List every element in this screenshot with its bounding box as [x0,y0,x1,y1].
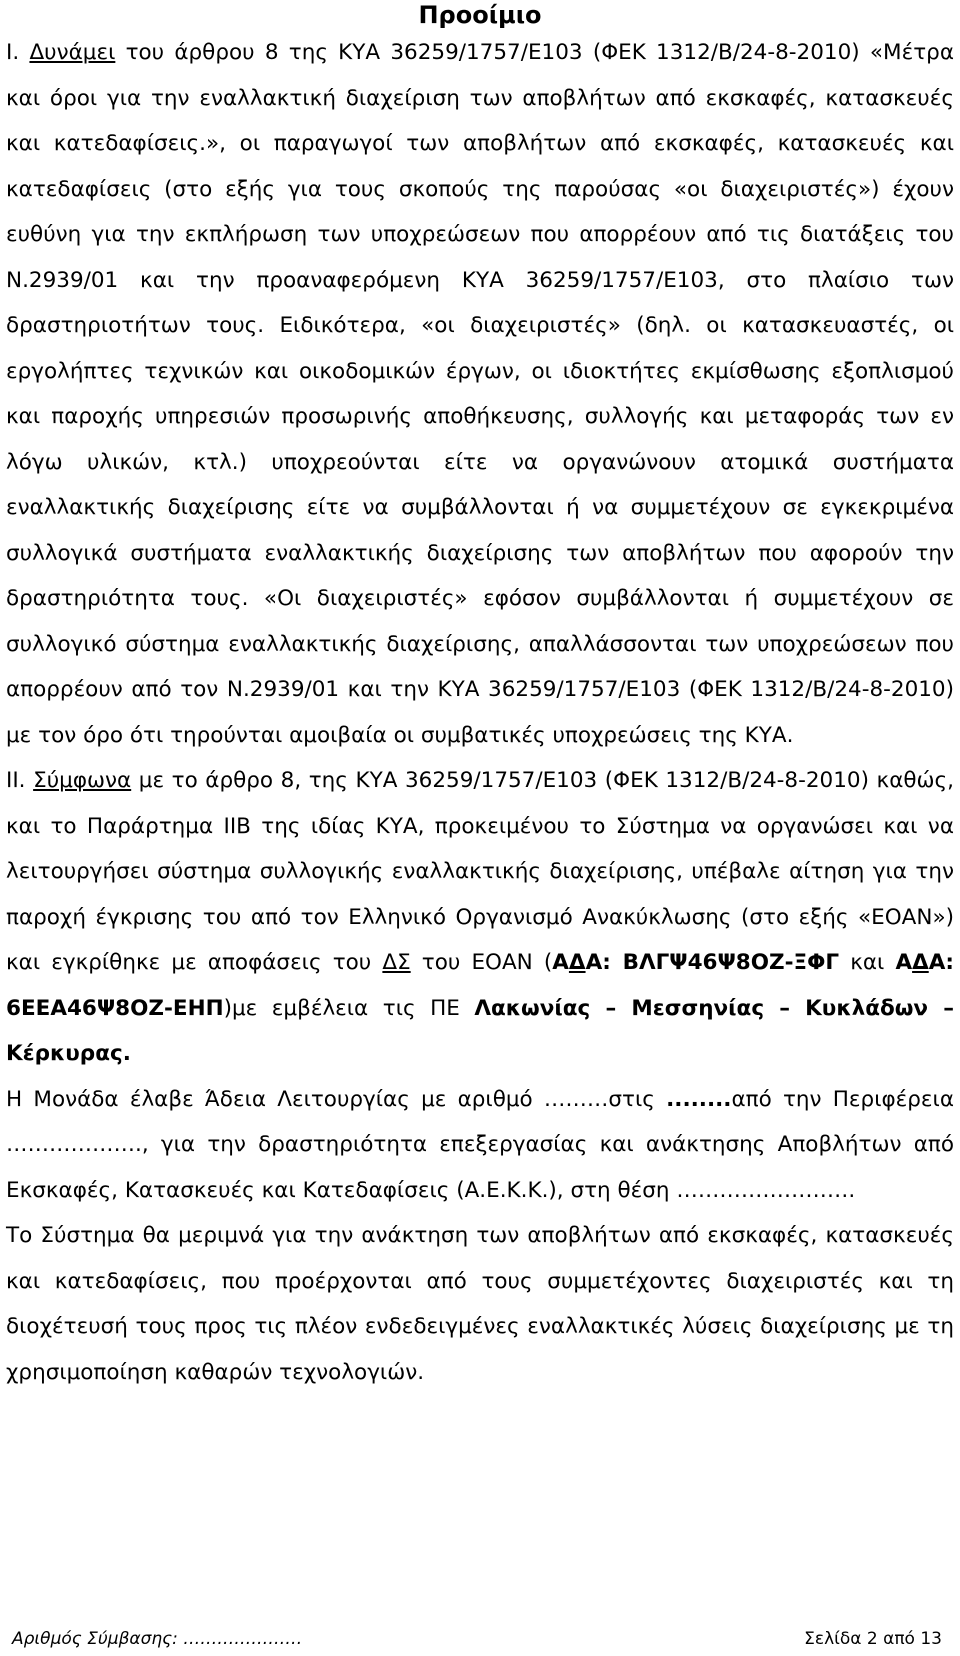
ada-2-prefix: Α [895,950,913,975]
paragraph-3 [6,1077,954,1214]
date-placeholder: ........ [666,1086,732,1112]
paragraph-1 [6,30,954,758]
ada-1 [552,950,839,975]
ada-1-prefix: Α [552,950,569,975]
paragraph-3-text-b: από την Περιφέρεια ………………., για την δραστηριότητα επεξεργασίας και ανάκτησης Αποβλήτων από Εκσκαφές, Κατασκευές και Κατεδαφίσεις (Α.Ε.Κ.Κ.), στη θέση ……………………. [6,1086,954,1203]
contract-number: Αριθμός Σύμβασης: ………………… [12,1629,303,1649]
link-symfona[interactable]: Σύμφωνα [33,768,132,793]
paragraph-2-text-b: του ΕΟΑΝ ( [410,950,553,975]
link-ada-2[interactable]: Δ [912,950,929,975]
paragraph-2-text-d: )με εμβέλεια τις ΠΕ [223,995,475,1021]
ada-1-rest: Α: ΒΛΓΨ46Ψ8ΟΖ-ΞΦΓ [585,950,840,975]
paragraph-4 [6,1213,954,1395]
section-number-2: ΙΙ. [6,768,26,793]
link-ada-1[interactable]: Δ [568,950,586,975]
section-number-1: Ι. [6,40,20,65]
paragraph-4-text: Το Σύστημα θα μεριμνά για την ανάκτηση των αποβλήτων από εκσκαφές, κατασκευές και κατεδαφίσεις, που προέρχονται από τους συμμετέχοντες διαχειριστές και τη διοχέτευσή τους προς τις πλέον ενδεδειγμένες εναλλακτικές λύσεις διαχείρισης με τη χρησιμοποίηση καθαρών τεχνολογιών. [6,1223,954,1385]
page-footer [0,1628,960,1650]
link-dynamei[interactable]: Δυνάμει [29,40,116,65]
paragraph-2-text-c: και [839,950,896,975]
regions-list: Λακωνίας – Μεσσηνίας – Κυκλάδων – Κέρκυρας. [6,995,954,1066]
ada-2-rest: Α: 6ΕΕΑ46Ψ8ΟΖ-ΕΗΠ [6,950,954,1021]
paragraph-2-text-a: με το άρθρο 8, της ΚΥΑ 36259/1757/Ε103 (ΦΕΚ 1312/Β/24-8-2010) καθώς, και το Παράρτημα ΙΙΒ της ιδίας ΚΥΑ, προκειμένου το Σύστημα να οργανώσει και να λειτουργήσει σύστημα συλλογικής εναλλακτικής διαχείρισης, υπέβαλε αίτηση για την παροχή έγκρισης του από τον Ελληνικό Οργανισμό Ανακύκλωσης (στο εξής «ΕΟΑΝ») και εγκρίθηκε με αποφάσεις του [6,768,954,975]
paragraph-1-text: του άρθρου 8 της ΚΥΑ 36259/1757/Ε103 (ΦΕΚ 1312/Β/24-8-2010) «Μέτρα και όροι για την εναλλακτική διαχείριση των αποβλήτων από εκσκαφές, κατασκευές και κατεδαφίσεις.», οι παραγωγοί των αποβλήτων από εκσκαφές, κατασκευές και κατεδαφίσεις (στο εξής για τους σκοπούς της παρούσας «οι διαχειριστές») έχουν ευθύνη για την εκπλήρωση των υποχρεώσεων που απορρέουν από τις διατάξεις του Ν.2939/01 και την προαναφερόμενη ΚΥΑ 36259/1757/Ε103, στο πλαίσιο των δραστηριοτήτων τους. Ειδικότερα, «οι διαχειριστές» (δηλ. οι κατασκευαστές, οι εργολήπτες τεχνικών και οικοδομικών έργων, οι ιδιοκτήτες εκμίσθωσης εξοπλισμού και παροχής υπηρεσιών προσωρινής αποθήκευσης, συλλογής και μεταφοράς των εν λόγω υλικών, κτλ.) υποχρεούνται είτε να οργανώνουν ατομικά συστήματα εναλλακτικής διαχείρισης είτε να συμβάλλονται ή να συμμετέχουν σε εγκεκριμένα συλλογικά συστήματα εναλλακτικής διαχείρισης των αποβλήτων που αφορούν την δραστηριότητα τους. «Οι διαχειριστές» εφόσον συμβάλλονται ή συμμετέχουν σε συλλογικό σύστημα εναλλακτικής διαχείρισης, απαλλάσσονται των υποχρεώσεων που απορρέουν από τον Ν.2939/01 και την ΚΥΑ 36259/1757/Ε103 (ΦΕΚ 1312/Β/24-8-2010) με τον όρο ότι τηρούνται αμοιβαία οι συμβατικές υποχρεώσεις της ΚΥΑ. [6,40,954,748]
paragraph-2 [6,758,954,1077]
paragraph-3-text-a: Η Μονάδα έλαβε Άδεια Λειτουργίας με αριθμό ………στις [6,1086,667,1112]
document-body [6,30,954,1395]
link-ds[interactable]: ΔΣ [382,950,411,975]
page-title: Προοίμιο [418,1,542,29]
page-number: Σελίδα 2 από 13 [804,1629,942,1649]
